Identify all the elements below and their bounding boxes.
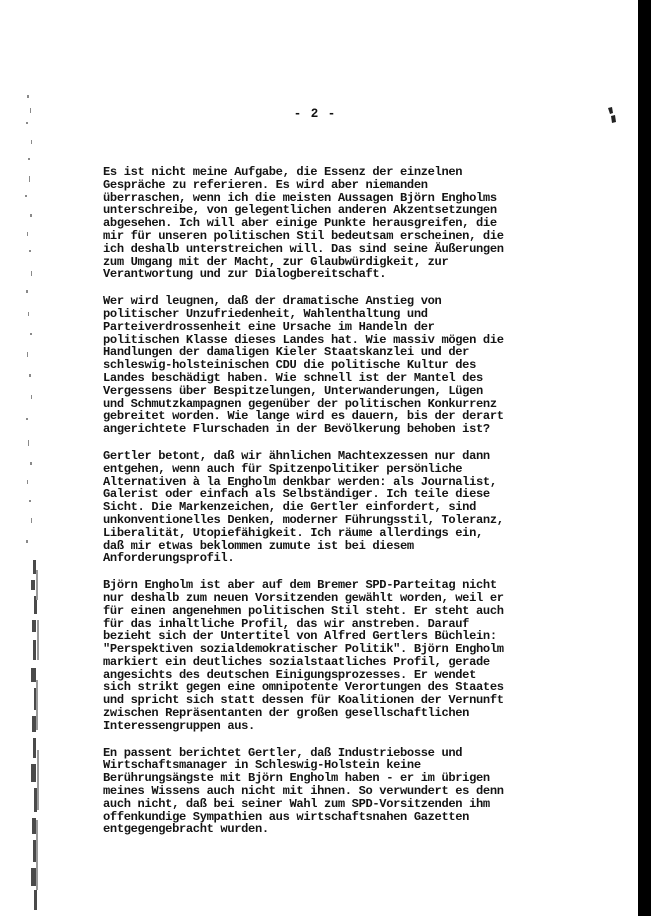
text-line: entgehen, wenn auch für Spitzenpolitiker persönliche (103, 461, 463, 476)
paragraph-2 (103, 295, 523, 436)
scan-border-right (638, 0, 651, 916)
text-line: auch nicht, daß bei seiner Wahl zum SPD-Vorsitzenden ihm (103, 796, 490, 811)
text-line: überraschen, wenn ich die meisten Aussagen Björn Engholms (103, 190, 497, 205)
text-line: Verantwortung und zur Dialogbereitschaft. (103, 267, 387, 282)
text-line: für einen angenehmen politischen Stil steht. Er steht auch (103, 603, 504, 618)
paragraph-3 (103, 450, 523, 565)
text-line: meines Wissens auch nicht mit ihnen. So verwundert es denn (103, 784, 504, 799)
text-line: ich deshalb unterstreichen will. Das sind seine Äußerungen (103, 241, 504, 256)
text-line: entgegengebracht wurden. (103, 822, 269, 837)
text-line: schleswig-holsteinischen CDU die politische Kultur des (103, 358, 477, 373)
text-line: Gespräche zu referieren. Es wird aber niemanden (103, 177, 428, 192)
margin-mark (606, 104, 620, 126)
text-line: daß mir etwas beklommen zumute ist bei diesem (103, 538, 414, 553)
paragraph-1 (103, 166, 523, 281)
text-line: "Perspektiven sozialdemokratischer Politik". Björn Engholm (103, 642, 504, 657)
text-line: Wer wird leugnen, daß der dramatische Anstieg von (103, 294, 442, 309)
paragraph-5 (103, 747, 523, 837)
body-text (103, 166, 523, 850)
text-line: Es ist nicht meine Aufgabe, die Essenz der einzelnen (103, 165, 463, 179)
text-line: unkonventionelles Denken, moderner Führungsstil, Toleranz, (103, 512, 504, 527)
text-line: gebreitet worden. Wie lange wird es dauern, bis der derart (103, 409, 504, 424)
text-line: politischer Unzufriedenheit, Wahlenthaltung und (103, 306, 428, 321)
text-line: sich strikt gegen eine omnipotente Verortungen des Staates (103, 680, 504, 695)
text-line: Björn Engholm ist aber auf dem Bremer SPD-Parteitag nicht (103, 578, 497, 593)
text-line: zum Umgang mit der Macht, zur Glaubwürdigkeit, zur (103, 254, 449, 269)
text-line: und spricht sich statt dessen für Koalitionen der Vernunft (103, 693, 504, 708)
text-line: Galerist oder einfach als Selbständiger. Ich teile diese (103, 487, 490, 502)
text-line: und Schmutzkampagnen gegenüber der politischen Konkurrenz (103, 396, 497, 411)
scan-artifact-left (0, 0, 40, 916)
text-line: markiert ein deutliches sozialstaatliches Profil, gerade (103, 654, 490, 669)
text-line: Sicht. Die Markenzeichen, die Gertler einfordert, sind (103, 500, 477, 515)
text-line: Liberalität, Utopiefähigkeit. Ich räume allerdings ein, (103, 525, 483, 540)
text-line: mir für unseren politischen Stil bedeutsam erscheinen, die (103, 228, 504, 243)
text-line: angerichtete Flurschaden in der Bevölkerung behoben ist? (103, 422, 490, 437)
text-line: zwischen Repräsentanten der großen gesellschaftlichen (103, 706, 470, 721)
text-line: offenkundige Sympathien aus wirtschaftsnahen Gazetten (103, 809, 470, 824)
text-line: Parteiverdrossenheit eine Ursache im Handeln der (103, 319, 435, 334)
text-line: Landes beschädigt haben. Wie schnell ist der Mantel des (103, 370, 483, 385)
paragraph-4 (103, 579, 523, 733)
text-line: abgesehen. Ich will aber einige Punkte herausgreifen, die (103, 216, 497, 231)
text-line: Anforderungsprofil. (103, 551, 235, 566)
text-line: unterschreibe, von gelegentlichen anderen Akzentsetzungen (103, 203, 497, 218)
scan-noise-graphic (0, 0, 40, 916)
text-line: Gertler betont, daß wir ähnlichen Machtexzessen nur dann (103, 448, 490, 463)
text-line: bezieht sich der Untertitel von Alfred Gertlers Büchlein: (103, 629, 497, 644)
page-number: - 2 - (293, 107, 337, 121)
text-line: Vergessens über Bespitzelungen, Unterwanderungen, Lügen (103, 383, 483, 398)
text-line: angesichts des deutschen Einigungsprozesses. Er wendet (103, 667, 477, 682)
text-line: nur deshalb zum neuen Vorsitzenden gewählt worden, weil er (103, 590, 504, 605)
text-line: En passent berichtet Gertler, daß Industriebosse und (103, 745, 463, 760)
text-line: Wirtschaftsmanager in Schleswig-Holstein keine (103, 758, 421, 773)
text-line: Interessengruppen aus. (103, 718, 255, 733)
text-line: für das inhaltliche Profil, das wir anstreben. Darauf (103, 616, 470, 631)
text-line: politischen Klasse dieses Landes hat. Wie massiv mögen die (103, 332, 504, 347)
text-line: Handlungen der damaligen Kieler Staatskanzlei und der (103, 345, 470, 360)
text-line: Alternativen à la Engholm denkbar werden: als Journalist, (103, 474, 497, 489)
margin-mark-graphic (606, 104, 620, 126)
text-line: Berührungsängste mit Björn Engholm haben - er im übrigen (103, 771, 490, 786)
